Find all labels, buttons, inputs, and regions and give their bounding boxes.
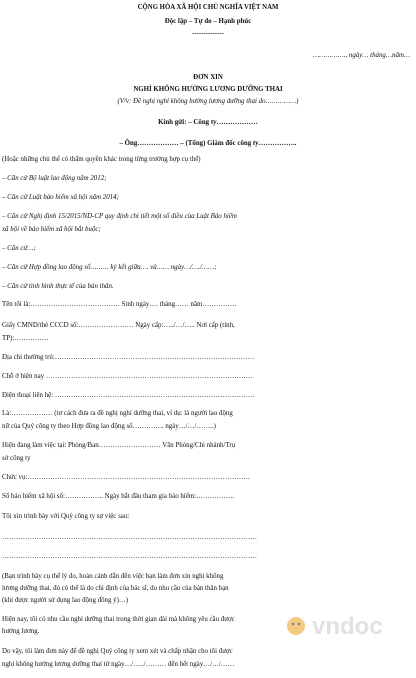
legal-basis-5: – Căn cứ Hợp đồng lao động số……… ký kết giữa…. và…… ngày…/…./……; <box>2 264 217 271</box>
vndoc-watermark-logo <box>282 606 406 646</box>
field-role-1: Là:……………… (tư cách đưa ra đề nghị nghỉ dưỡng thai, ví dụ: là người lao động <box>2 410 233 417</box>
field-role-2: nữ của Quý công ty theo Hợp đồng lao động số………….. ngày…/…/……..) <box>2 423 216 430</box>
legal-basis-1: – Căn cứ Bộ luật lao động năm 2012; <box>2 175 107 182</box>
field-name: Tên tôi là:………………………………… Sinh ngày…. tháng…… năm…………… <box>2 301 237 308</box>
field-position: Chức vụ:……………………………………………………………………………………. <box>2 474 250 481</box>
statement-dots-2: ………………………………………………………………………………………………… <box>2 553 257 560</box>
country-heading: CỘNG HÒA XÃ HỘI CHỦ NGHĨA VIỆT NAM <box>137 4 279 11</box>
motto: Độc lập – Tự do – Hạnh phúc <box>164 18 252 25</box>
watermark-brand-text: vndoc <box>312 613 383 640</box>
statement-dots-1: ………………………………………………………………………………………………… <box>2 534 257 541</box>
reason-line-3: (khi được người sử dụng lao động đồng ý)…) <box>2 597 129 604</box>
title-subject: (V/v: Đề nghị nghỉ không hưởng lương dưỡng thai do……………) <box>117 98 299 105</box>
title-line2: NGHỈ KHÔNG HƯỞNG LƯƠNG DƯỠNG THAI <box>133 86 283 93</box>
need-line-1: Hiện nay, tôi có nhu cầu nghỉ dưỡng thai trong thời gian dài mà không yêu cầu được <box>2 616 235 623</box>
legal-basis-3-cont: xã hội về bảo hiểm xã hội bắt buộc; <box>2 226 101 233</box>
request-line-2: nghỉ không hưởng lương dưỡng thai từ ngày…/…../……… đến hết ngày…/…/…… <box>2 661 235 668</box>
legal-basis-3: – Căn cứ Nghị định 15/2015/ND-CP quy định chi tiết một số điều của Luật Bảo hiểm <box>2 213 237 220</box>
recipient-company: Kính gửi: – Công ty……………… <box>158 119 258 126</box>
recipient-note: (Hoặc những chủ thể có thẩm quyền khác trong từng trường hợp cụ thể) <box>2 156 201 163</box>
mascot-icon <box>287 617 305 635</box>
need-line-2: hưởng lương. <box>2 628 40 635</box>
statement-intro: Tôi xin trình bày với Quý công ty sự việc sau: <box>2 513 130 520</box>
field-workplace-1: Hiện đang làm việc tại: Phòng/Ban……………………… Văn Phòng/Chi nhánh/Trụ <box>2 442 236 449</box>
field-id-card-place: TP):…………… <box>2 335 49 342</box>
request-line-1: Do vậy, tôi làm đơn này để đề nghị Quý công ty xem xét và chấp nhận cho tôi được <box>2 648 233 655</box>
reason-line-2: lương dưỡng thai, đó có thể là do chỉ định của bác sĩ, do nhu cầu của bản thân bạn <box>2 585 229 592</box>
field-id-card: Giấy CMND/thẻ CCCD số:…………………… Ngày cấp:…../…/….. Nơi cấp (tỉnh, <box>2 322 235 329</box>
field-phone: Điện thoại liên hệ: …………………………………………………………………………… <box>2 392 255 399</box>
recipient-director: – Ông……………… – (Tổng) Giám đốc công ty…………….. <box>119 140 297 147</box>
legal-basis-2: – Căn cứ Luật bảo hiểm xã hội năm 2014; <box>2 194 119 201</box>
field-insurance: Sổ bảo hiểm xã hội số:…………….. Ngày bắt đầu tham gia bảo hiểm:…………….. <box>2 493 234 500</box>
legal-basis-4: – Căn cứ…; <box>2 245 36 252</box>
date-line: ……………., ngày… tháng…năm… <box>313 52 410 59</box>
motto-rule: -------------- <box>192 30 224 37</box>
legal-basis-6: – Căn cứ tình hình thực tế của bản thân. <box>2 283 114 290</box>
reason-line-1: (Bạn trình bày cụ thể lý do, hoàn cảnh dẫn đến việc bạn làm đơn xin nghỉ không <box>2 573 224 580</box>
title-line1: ĐƠN XIN <box>193 74 223 81</box>
field-current-address: Chỗ ở hiện nay ……………………………………………………………………………… <box>2 373 253 380</box>
field-permanent-address: Địa chỉ thường trú:…………………………………………………………………………… <box>2 354 255 361</box>
field-workplace-2: sở công ty <box>2 455 31 462</box>
